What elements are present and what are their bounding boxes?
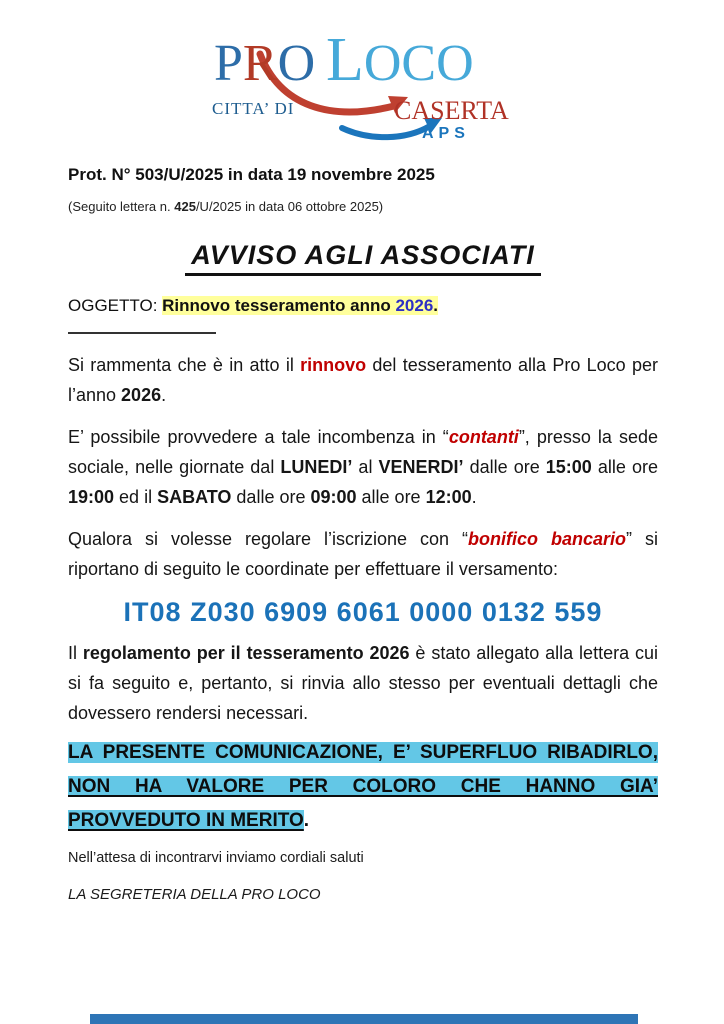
cash-text-4: dalle ore — [463, 457, 546, 477]
subject-highlight — [162, 296, 438, 315]
regulation-text-1: Il — [68, 643, 83, 663]
paragraph-highlighted-notice — [68, 736, 658, 838]
cash-text-8: alle ore — [356, 487, 426, 507]
subject-text: Rinnovo tesseramento anno — [162, 296, 396, 315]
time-1500: 15:00 — [545, 457, 592, 477]
cash-text-2: ”, presso la sede sociale, nelle giornate dal — [68, 427, 658, 477]
letter-body — [0, 165, 724, 903]
notice-underlined-text: NON HA VALORE PER COLORO CHE HANNO GIA’ PROVVEDUTO IN MERITO — [68, 776, 658, 831]
logo-letter-l: L — [326, 26, 364, 94]
renewal-text: Si rammenta che è in atto il — [68, 355, 301, 375]
day-monday: LUNEDI’ — [280, 457, 353, 477]
subject-line — [68, 296, 658, 316]
signature-line: LA SEGRETERIA DELLA PRO LOCO — [68, 886, 321, 903]
followup-reference-line — [68, 199, 658, 214]
regulation-keyword: regolamento per il tesseramento 2026 — [82, 643, 410, 663]
subject-period: . — [433, 296, 439, 315]
logo-letter-p: P — [214, 35, 243, 92]
paragraph-cash-payment — [68, 422, 658, 512]
logo-letter-r: R — [242, 35, 278, 92]
logo-letter-o: O — [277, 35, 316, 92]
logo-word-pro — [214, 35, 315, 92]
time-0900: 09:00 — [310, 487, 357, 507]
cash-text-3: al — [352, 457, 379, 477]
time-1900: 19:00 — [68, 487, 115, 507]
followup-text: (Seguito lettera n. — [68, 199, 175, 214]
subject-label: OGGETTO: — [68, 296, 163, 315]
footer-accent-bar — [90, 1014, 638, 1024]
subject-year: 2026 — [395, 296, 434, 315]
renewal-keyword: rinnovo — [300, 355, 367, 375]
logo-aps: APS — [422, 125, 470, 142]
page-title: AVVISO AGLI ASSOCIATI — [185, 240, 541, 276]
title-row — [68, 240, 658, 276]
iban-number: IT08 Z030 6909 6061 0000 0132 559 — [123, 597, 603, 627]
blue-swoosh-curve — [342, 126, 430, 137]
bank-keyword: bonifico bancario — [468, 529, 627, 549]
pro-loco-logo — [202, 18, 522, 143]
paragraph-renewal — [68, 350, 658, 410]
day-friday: VENERDI’ — [378, 457, 464, 477]
renewal-text-2: del tesseramento alla Pro Loco per l’anno — [68, 355, 658, 405]
regulation-text-2: è stato allegato alla lettera cui si fa seguito e, pertanto, si rinvia allo stesso per eventuali dettagli che dovessero rendersi necessari. — [68, 643, 658, 723]
subject-divider-line — [68, 332, 216, 334]
protocol-line: Prot. N° 503/U/2025 in data 19 novembre 2025 — [68, 165, 435, 184]
cash-period: . — [471, 487, 477, 507]
cash-text-5: alle ore — [591, 457, 658, 477]
logo-word-loco — [326, 26, 474, 94]
renewal-year: 2026 — [121, 385, 162, 405]
bank-text-2: ” si riportano di seguito le coordinate per effettuare il versamento: — [68, 529, 659, 579]
time-1200: 12:00 — [425, 487, 472, 507]
cash-text-1: E’ possibile provvedere a tale incombenza in “ — [68, 427, 449, 447]
logo-caserta: CASERTA — [394, 96, 509, 125]
cash-text-6: ed il — [114, 487, 158, 507]
renewal-period: . — [161, 385, 167, 405]
followup-text-rest: /U/2025 in data 06 ottobre 2025) — [195, 199, 384, 214]
closing-line: Nell’attesa di incontrarvi inviamo cordiali saluti — [68, 850, 364, 866]
paragraph-bank-transfer — [68, 524, 658, 584]
logo-citta-di: CITTA’ DI — [212, 99, 295, 118]
pro-loco-logo-graphic — [202, 18, 522, 143]
day-saturday: SABATO — [157, 487, 232, 507]
followup-number: 425 — [174, 199, 196, 214]
cash-keyword: contanti — [448, 427, 519, 447]
notice-period: . — [303, 810, 310, 831]
paragraph-regulation — [68, 638, 658, 728]
notice-text-1: LA PRESENTE COMUNICAZIONE, E’ SUPERFLUO RIBADIRLO, — [68, 742, 658, 763]
cash-text-7: dalle ore — [231, 487, 311, 507]
bank-text-1: Qualora si volesse regolare l’iscrizione con “ — [68, 529, 469, 549]
logo-letters-oco: OCO — [363, 35, 474, 92]
